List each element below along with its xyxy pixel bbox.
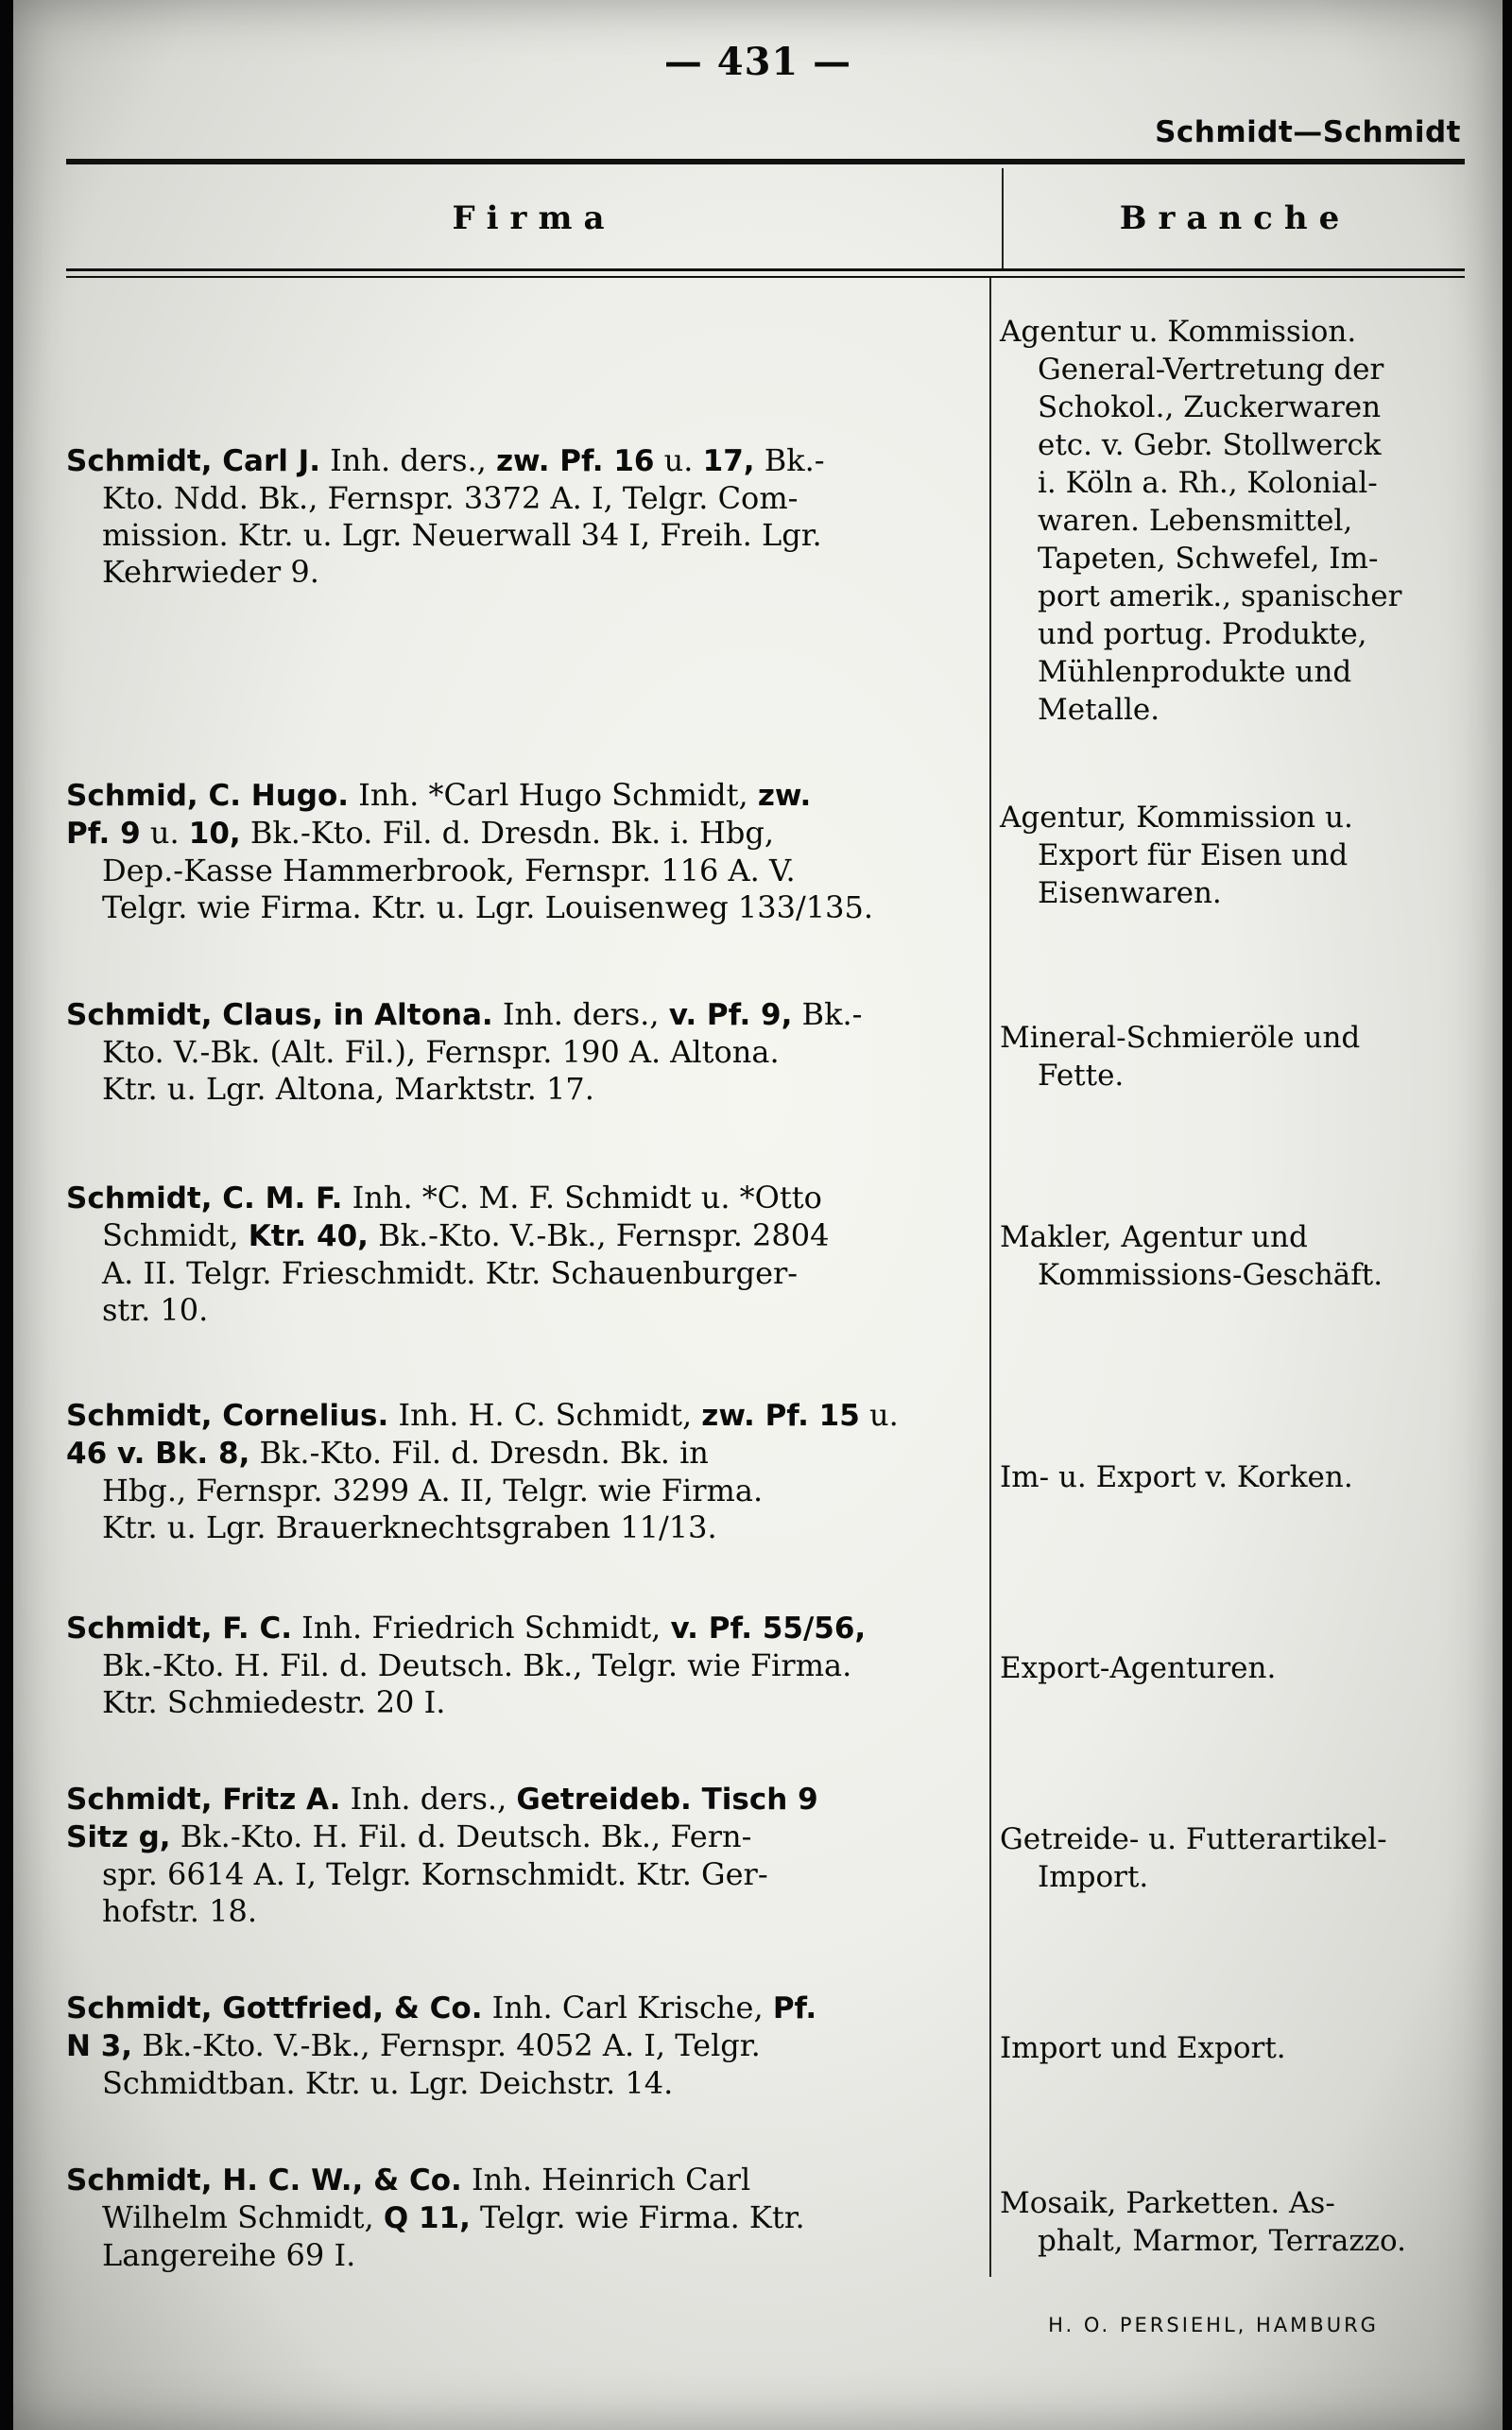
page-number: — 431 — <box>663 40 852 84</box>
entry-branche-claus: Mineral-Schmieröle und Fette. <box>1000 1021 1361 1093</box>
printer-imprint: H. O. PERSIEHL, HAMBURG <box>1048 2314 1379 2336</box>
entry-firm-cornelius: Schmidt, Cornelius. Inh. H. C. Schmidt, zw. Pf. 15 u. 46 v. Bk. 8, Bk.-Kto. Fil. d. Dresdn. Bk. in Hbg., Fernspr. 3299 A. II, Telgr. wie Firma. Ktr. u. Lgr. Brauerknechtsgraben 11/13. <box>66 1397 899 1545</box>
entry-firm-c-m-f: Schmidt, C. M. F. Inh. *C. M. F. Schmidt u. *Otto Schmidt, Ktr. 40, Bk.-Kto. V.-Bk., Fernspr. 2804 A. II. Telgr. Frieschmidt. Ktr. Schauenburger- str. 10. <box>66 1180 830 1328</box>
entry-branche-gottfried: Import und Export. <box>1000 2031 1286 2065</box>
entry-branche-h-c-w: Mosaik, Parketten. As- phalt, Marmor, Terrazzo. <box>1000 2186 1406 2258</box>
header-rule-double-lower <box>66 276 1465 278</box>
column-divider <box>989 278 991 2277</box>
entry-branche-cornelius: Im- u. Export v. Korken. <box>1000 1460 1353 1494</box>
entry-firm-claus: Schmidt, Claus, in Altona. Inh. ders., v. Pf. 9, Bk.- Kto. V.-Bk. (Alt. Fil.), Fernspr. 190 A. Altona. Ktr. u. Lgr. Altona, Marktstr. 17. <box>66 996 863 1107</box>
entry-branche-c-hugo: Agentur, Kommission u. Export für Eisen und Eisenwaren. <box>1000 801 1353 910</box>
entry-branche-f-c: Export-Agenturen. <box>1000 1651 1277 1685</box>
entry-firm-gottfried: Schmidt, Gottfried, & Co. Inh. Carl Krische, Pf. N 3, Bk.-Kto. V.-Bk., Fernspr. 4052 A. I, Telgr. Schmidtban. Ktr. u. Lgr. Deichstr. 14. <box>66 1990 817 2101</box>
entry-branche-carl-j: Agentur u. Kommission. General-Vertretung der Schokol., Zuckerwaren etc. v. Gebr. Stollwerck i. Köln a. Rh., Kolonial- waren. Lebensmittel, Tapeten, Schwefel, Im- port amerik., spanischer und portug. Produkte, Mühlenprodukte und Metalle. <box>1000 315 1402 727</box>
column-header <box>66 168 1465 268</box>
column-header-firma: Firma <box>452 199 616 237</box>
entry-firm-h-c-w: Schmidt, H. C. W., & Co. Inh. Heinrich Carl Wilhelm Schmidt, Q 11, Telgr. wie Firma. Ktr. Langereihe 69 I. <box>66 2162 805 2273</box>
entry-firm-f-c: Schmidt, F. C. Inh. Friedrich Schmidt, v. Pf. 55/56, Bk.-Kto. H. Fil. d. Deutsch. Bk., Telgr. wie Firma. Ktr. Schmiedestr. 20 I. <box>66 1610 867 1720</box>
running-head: Schmidt—Schmidt <box>1155 115 1461 149</box>
column-header-branche: Branche <box>1002 168 1467 268</box>
entry-firm-fritz-a: Schmidt, Fritz A. Inh. ders., Getreideb. Tisch 9 Sitz g, Bk.-Kto. H. Fil. d. Deutsch. Bk., Fern- spr. 6614 A. I, Telgr. Kornschmidt. Ktr. Ger- hofstr. 18. <box>66 1781 818 1929</box>
entry-branche-fritz-a: Getreide- u. Futterartikel- Import. <box>1000 1822 1387 1894</box>
header-rule-double <box>66 268 1465 271</box>
entry-firm-carl-j: Schmidt, Carl J. Inh. ders., zw. Pf. 16 u. 17, Bk.- Kto. Ndd. Bk., Fernspr. 3372 A. I, Telgr. Com- mission. Ktr. u. Lgr. Neuerwall 34 I, Freih. Lgr. Kehrwieder 9. <box>66 442 825 590</box>
directory-page <box>13 0 1503 2430</box>
header-rule-top <box>66 159 1465 164</box>
entry-branche-c-m-f: Makler, Agentur und Kommissions-Geschäft. <box>1000 1220 1383 1292</box>
entry-firm-c-hugo: Schmid, C. Hugo. Inh. *Carl Hugo Schmidt, zw. Pf. 9 u. 10, Bk.-Kto. Fil. d. Dresdn. Bk. i. Hbg, Dep.-Kasse Hammerbrook, Fernspr. 116 A. V. Telgr. wie Firma. Ktr. u. Lgr. Louisenweg 133/135. <box>66 777 873 925</box>
